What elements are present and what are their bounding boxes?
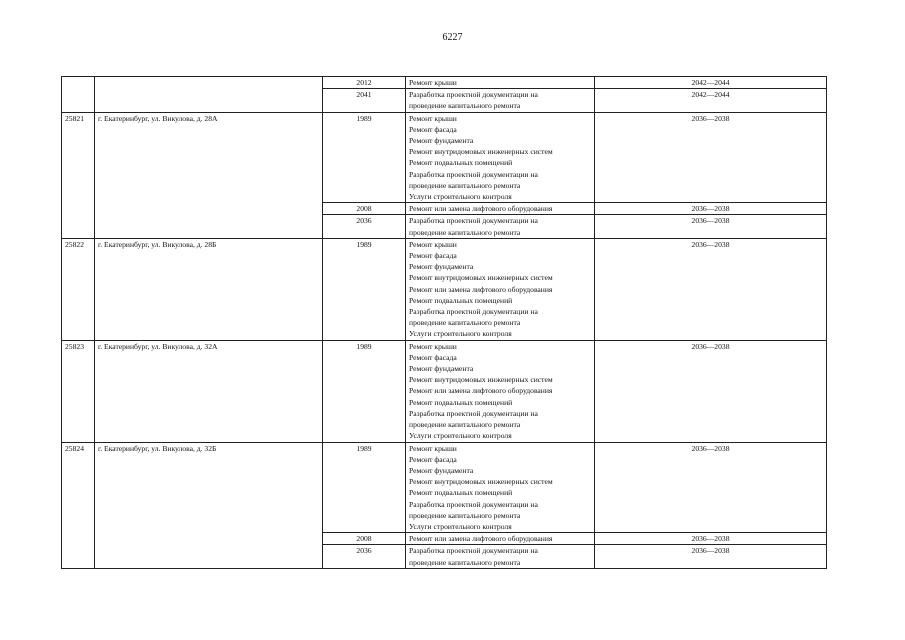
works-cell	[406, 238, 595, 340]
work-item: Ремонт крыши	[409, 113, 457, 123]
address-cell: г. Екатеринбург, ул. Викулова, д. 32Б	[95, 442, 323, 568]
works-cell	[406, 340, 595, 442]
period-cell: 2036—2038	[595, 215, 827, 238]
work-item: Услуги строительного контроля	[409, 329, 512, 339]
work-item: Ремонт крыши	[409, 239, 457, 249]
year-cell: 1989	[323, 112, 406, 203]
page-number: 6227	[442, 32, 463, 43]
work-item: Ремонт фасада	[409, 454, 457, 464]
work-item: Ремонт подвальных помещений	[409, 295, 513, 305]
year-cell: 2041	[323, 89, 406, 112]
work-item: Ремонт фундамента	[409, 136, 474, 146]
period-cell: 2036—2038	[595, 238, 827, 340]
work-item: Ремонт или замена лифтового оборудования	[409, 534, 553, 544]
address-cell: г. Екатеринбург, ул. Викулова, д. 28А	[95, 112, 323, 238]
period-cell: 2042—2044	[595, 89, 827, 112]
table-row	[62, 77, 827, 89]
work-item: Разработка проектной документации на	[409, 307, 538, 317]
work-item: Услуги строительного контроля	[409, 431, 512, 441]
work-item: Ремонт крыши	[409, 341, 457, 351]
year-cell: 2036	[323, 545, 406, 568]
works-cell	[406, 203, 595, 215]
works-cell	[406, 533, 595, 545]
work-item: Ремонт или замена лифтового оборудования	[409, 204, 553, 214]
work-item: Ремонт подвальных помещений	[409, 158, 513, 168]
period-cell: 2036—2038	[595, 340, 827, 442]
period-cell: 2036—2038	[595, 112, 827, 203]
work-item: Услуги строительного контроля	[409, 192, 512, 202]
works-cell	[406, 442, 595, 533]
work-item: Ремонт внутридомовых инженерных систем	[409, 273, 553, 283]
work-item: Ремонт фундамента	[409, 364, 474, 374]
work-item: Разработка проектной документации на	[409, 216, 538, 226]
works-cell	[406, 215, 595, 238]
house-number-cell: 25821	[62, 112, 95, 238]
work-item: Услуги строительного контроля	[409, 521, 512, 531]
work-item: Ремонт подвальных помещений	[409, 488, 513, 498]
work-item: проведение капитального ремонта	[409, 510, 521, 520]
work-item: Ремонт или замена лифтового оборудования	[409, 284, 553, 294]
table-row	[62, 442, 827, 533]
work-item: Ремонт фасада	[409, 251, 457, 261]
period-cell: 2036—2038	[595, 203, 827, 215]
year-cell: 1989	[323, 340, 406, 442]
period-cell: 2036—2038	[595, 533, 827, 545]
work-item: Ремонт фасада	[409, 124, 457, 134]
address-cell: г. Екатеринбург, ул. Викулова, д. 32А	[95, 340, 323, 442]
address-cell	[95, 77, 323, 113]
work-item: Ремонт или замена лифтового оборудования	[409, 386, 553, 396]
table-row	[62, 238, 827, 340]
work-item: Ремонт подвальных помещений	[409, 397, 513, 407]
table-row	[62, 340, 827, 442]
works-cell	[406, 77, 595, 89]
year-cell: 2036	[323, 215, 406, 238]
work-item: Ремонт внутридомовых инженерных систем	[409, 375, 553, 385]
work-item: Ремонт внутридомовых инженерных систем	[409, 147, 553, 157]
period-cell: 2036—2038	[595, 545, 827, 568]
works-cell	[406, 545, 595, 568]
work-item: проведение капитального ремонта	[409, 101, 521, 111]
address-cell: г. Екатеринбург, ул. Викулова, д. 28Б	[95, 238, 323, 340]
house-number-cell: 25824	[62, 442, 95, 568]
work-item: Разработка проектной документации на	[409, 499, 538, 509]
work-item: проведение капитального ремонта	[409, 227, 521, 237]
work-item: проведение капитального ремонта	[409, 180, 521, 190]
year-cell: 1989	[323, 442, 406, 533]
house-number-cell: 25823	[62, 340, 95, 442]
year-cell: 2008	[323, 203, 406, 215]
period-cell: 2042—2044	[595, 77, 827, 89]
house-number-cell	[62, 77, 95, 113]
house-number-cell: 25822	[62, 238, 95, 340]
work-item: Ремонт фасада	[409, 352, 457, 362]
work-item: Ремонт внутридомовых инженерных систем	[409, 477, 553, 487]
table-row	[62, 112, 827, 203]
work-item: проведение капитального ремонта	[409, 557, 521, 567]
work-item: проведение капитального ремонта	[409, 318, 521, 328]
work-item: Ремонт крыши	[409, 78, 457, 87]
works-cell	[406, 112, 595, 203]
work-item: Разработка проектной документации на	[409, 169, 538, 179]
work-item: Разработка проектной документации на	[409, 90, 538, 100]
work-item: проведение капитального ремонта	[409, 420, 521, 430]
year-cell: 2012	[323, 77, 406, 89]
work-item: Ремонт крыши	[409, 443, 457, 453]
works-cell	[406, 89, 595, 112]
year-cell: 1989	[323, 238, 406, 340]
work-item: Разработка проектной документации на	[409, 546, 538, 556]
repair-schedule-table	[61, 76, 827, 569]
period-cell: 2036—2038	[595, 442, 827, 533]
work-item: Ремонт фундамента	[409, 262, 474, 272]
work-item: Ремонт фундамента	[409, 465, 474, 475]
year-cell: 2008	[323, 533, 406, 545]
work-item: Разработка проектной документации на	[409, 408, 538, 418]
